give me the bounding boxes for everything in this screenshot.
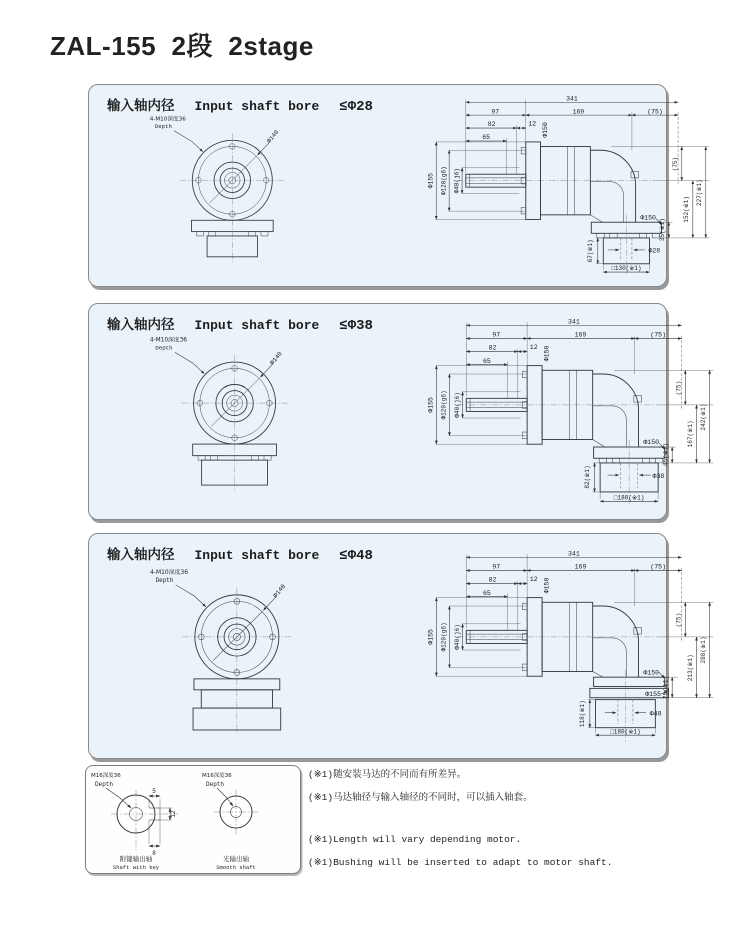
dim-flange-height: 45(※1) [662,442,670,467]
output-dimensions [593,370,714,501]
dim-len-a: 97 [492,563,501,571]
note-en-1: (※1)Length will vary depending motor. [308,834,522,845]
thread-spec-label: 4-M10深度36 [149,337,187,344]
panel-bore-48 [88,533,707,759]
dim-shaft-dia: Φ40(j6) [453,392,461,418]
front-view-drawing [141,109,341,274]
note-en-2: (※1)Bushing will be inserted to adapt to motor shaft. [308,857,613,868]
page-title: ZAL-155 2段 2stage [50,31,314,61]
dim-key-width: 5 [152,788,156,795]
dim-block-height: 82(※1) [583,465,591,489]
panel-bore-38 [88,303,707,520]
panel-bore-28 [88,84,704,287]
dim-bore-dia: Φ28 [648,247,661,255]
dim-outer-dia: Φ155 [427,397,435,413]
dim-total-height: 288(※1) [699,636,707,664]
dim-total-height: 227(※1) [696,179,704,206]
dim-total-height: 242(※1) [699,403,707,431]
dim-len-c: (75) [650,563,667,571]
thread-spec-label: M16深度36 [91,773,121,779]
front-view-drawing [141,562,351,735]
dim-block-height: 67(※1) [587,239,595,263]
thread-spec-label: 4-M10深度36 [149,116,186,123]
dim-shaft-dia: Φ40(j6) [453,624,461,650]
dim-len-f: 65 [482,589,491,597]
gearbox-outline [457,598,669,742]
dim-bore-dia: Φ48 [649,710,662,718]
dim-spigot-dia: Φ120(g6) [440,622,448,652]
dim-len-f: 65 [482,134,490,142]
dim-outer-dia: Φ155 [427,629,435,645]
dim-key-height: 12 [170,810,177,818]
dim-len-a: 97 [492,331,501,339]
front-outline [175,352,288,490]
dim-flange-dia2: Φ155 [645,690,661,698]
depth-label: Depth [155,344,173,352]
dim-key-offset: 8 [152,850,156,857]
header-english: Input shaft bore [194,548,320,563]
dim-body-dia: Φ150 [543,577,551,594]
bore-limit: ≤Φ28 [339,99,373,115]
dim-len-a: 97 [491,108,500,116]
note-cn-1: (※1)随安装马达的不同而有所差异。 [308,769,467,780]
dim-flange-dia: Φ150 [640,214,656,222]
dim-total-length: 341 [568,318,580,326]
thread-spec-label: M16深度36 [202,773,232,779]
shaft-detail-drawing [86,766,300,873]
dim-total-length: 341 [568,550,580,558]
bolt-circle-label: Φ140 [268,350,284,367]
dim-len-d: 82 [488,344,497,352]
caption-smooth-shaft-cn: 光输出轴 [223,855,249,863]
dim-top-height: (75) [675,612,683,628]
dim-len-d: 82 [487,121,496,129]
bolt-circle-label: Φ140 [271,583,288,600]
panel-header [107,543,373,564]
dim-block-height: 118(※1) [579,700,587,728]
depth-label: Depth [154,123,172,131]
gearbox-outline [457,366,665,505]
dim-len-e: 12 [529,343,538,351]
header-chinese: 输入轴内径 [107,317,175,333]
smooth-shaft-view [214,788,258,836]
dim-bore-dia: Φ38 [652,472,665,480]
header-chinese: 输入轴内径 [107,547,175,563]
dim-mid-height: 213(※1) [686,654,694,682]
dim-body-dia: Φ150 [543,345,551,362]
dimension-lines [436,99,678,222]
front-outline [174,128,284,262]
dim-flange-dia: Φ150 [643,669,660,677]
dim-square-flange: □180(※1) [610,728,641,736]
dim-spigot-dia: Φ120(g6) [440,390,448,420]
dim-mid-height: 152(※1) [683,196,691,223]
dim-body-dia: Φ150 [542,122,550,138]
side-view-drawing [427,93,715,278]
dim-spigot-dia: Φ120(g6) [440,166,448,196]
dim-flange-dia: Φ150 [643,439,660,447]
header-english: Input shaft bore [194,99,320,114]
dim-len-b: 169 [574,563,587,571]
dim-len-c: (75) [647,108,663,116]
shaft-with-key-view [106,788,178,850]
dimension-lines [436,555,681,677]
depth-label: Depth [206,781,225,788]
depth-label: Depth [155,577,174,585]
dim-outer-dia: Φ155 [427,172,435,189]
dim-mid-height: 167(※1) [686,420,694,448]
header-chinese: 输入轴内径 [107,98,175,114]
dimension-lines [436,323,681,445]
dim-flange-height: 75(※1) [662,675,670,700]
dim-len-e: 12 [528,120,537,128]
side-view-drawing [427,316,719,508]
thread-spec-label: 4-M10深度36 [150,568,189,576]
note-cn-2: (※1)马达轴径与输入轴径的不同时，可以插入轴套。 [308,792,533,803]
bore-limit: ≤Φ38 [339,318,373,334]
caption-shaft-with-key-cn: 附键输出轴 [119,855,153,863]
dim-shaft-dia: Φ40(j6) [453,168,461,194]
front-view-drawing [141,330,346,499]
dim-len-c: (75) [650,331,667,339]
dim-square-flange: □180(※1) [613,494,645,502]
header-english: Input shaft bore [194,318,320,333]
dim-len-b: 169 [572,108,585,116]
caption-smooth-shaft-en: Smooth shaft [216,864,256,871]
side-view-drawing [427,548,719,745]
dim-len-f: 65 [482,357,491,365]
bolt-circle-label: Φ140 [265,128,281,145]
front-outline [176,585,292,734]
caption-shaft-with-key-en: Shaft with key [112,864,160,871]
dim-total-length: 341 [566,95,578,103]
dim-square-flange: □130(※1) [611,265,642,273]
dim-top-height: (75) [672,156,680,172]
dim-len-d: 82 [488,576,497,584]
dim-flange-height: 35(※1) [659,218,667,242]
bore-limit: ≤Φ48 [339,548,373,564]
dim-len-e: 12 [529,575,538,583]
shaft-detail-panel [85,765,301,874]
dim-top-height: (75) [675,380,683,396]
dim-len-b: 169 [574,331,587,339]
gearbox-outline [457,142,662,274]
depth-label: Depth [95,781,114,788]
